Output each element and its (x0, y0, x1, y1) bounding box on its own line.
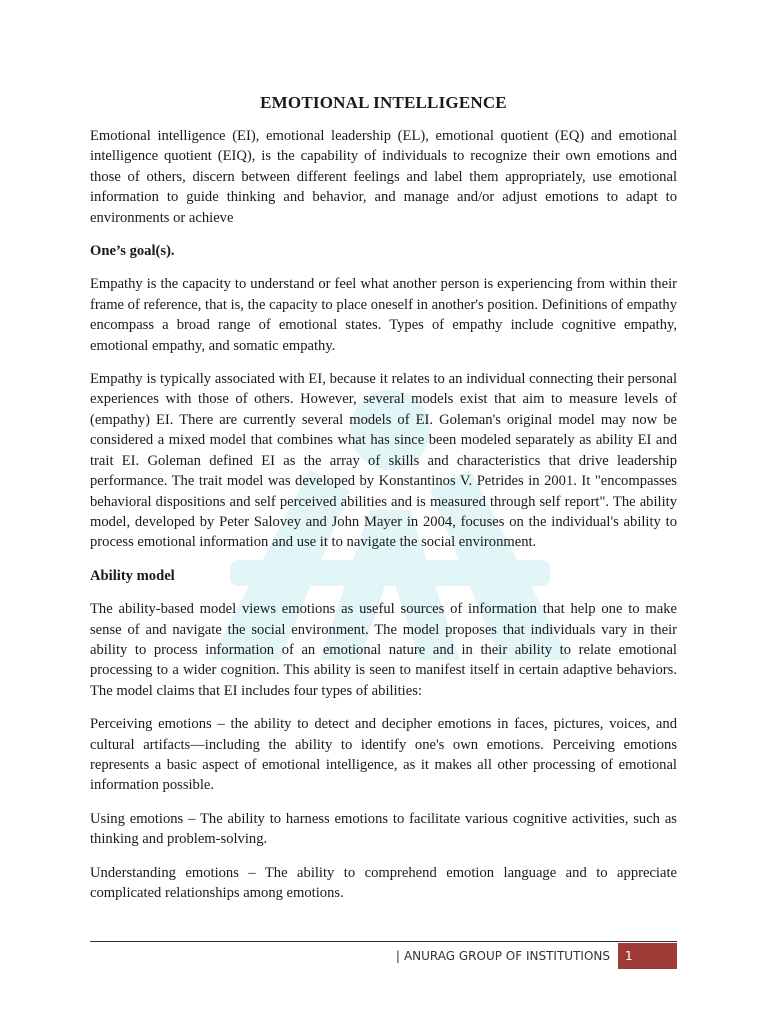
section-heading-goals: One’s goal(s). (90, 243, 175, 260)
footer-institution: ANURAG GROUP OF INSTITUTIONS (403, 949, 610, 963)
document-title: EMOTIONAL INTELLIGENCE (260, 93, 507, 112)
section-heading-ability-model: Ability model (90, 567, 175, 584)
footer-separator: | (395, 949, 400, 963)
paragraph-ability-model: The ability-based model views emotions as useful sources of information that help one to make sense of and navigate the social environment. The model proposes that individuals vary in their ability to process information of an emotional nature and in their ability to relate emotional processing to a wider cognition. This ability is seen to manifest itself in certain adaptive behaviors. The model claims that EI includes four types of abilities: (90, 601, 677, 699)
page-footer (90, 943, 677, 969)
page-number-badge: 1 (618, 943, 677, 969)
paragraph-using-emotions: Using emotions – The ability to harness emotions to facilitate various cognitive activities, such as thinking and problem-solving. (90, 810, 677, 848)
paragraph-understanding-emotions: Understanding emotions – The ability to comprehend emotion language and to appreciate complicated relationships among emotions. (90, 864, 677, 901)
document-page (90, 92, 677, 916)
paragraph-empathy-definition: Empathy is the capacity to understand or feel what another person is experiencing from within their frame of reference, that is, the capacity to place oneself in another's position. Definitions of empathy encompass a broad range of emotional states. Types of empathy include cognitive empathy, emotional empathy, and somatic empathy. (90, 276, 677, 354)
paragraph-perceiving-emotions: Perceiving emotions – the ability to detect and decipher emotions in faces, pictures, voices, and cultural artifacts—including the ability to identify one's own emotions. Perceiving emotions represents a basic aspect of emotional intelligence, as it makes all other processing of emotional information possible. (90, 716, 677, 794)
footer-divider (90, 941, 677, 942)
paragraph-ei-models: Empathy is typically associated with EI, because it relates to an individual connecting their personal experiences with those of others. However, several models exist that aim to measure levels of (empathy) EI. There are currently several models of EI. Goleman's original model may now be considered a mixed model that combines what has since been modeled separately as ability EI and trait EI. Goleman defined EI as the array of skills and characteristics that drive leadership performance. The trait model was developed by Konstantinos V. Petrides in 2001. It "encompasses behavioral dispositions and self perceived abilities and is measured through self report". The ability model, developed by Peter Salovey and John Mayer in 2004, focuses on the individual's ability to process emotional information and use it to navigate the social environment. (90, 371, 677, 551)
footer-label (396, 949, 618, 963)
paragraph-ei-definition: Emotional intelligence (EI), emotional leadership (EL), emotional quotient (EQ) and emotional intelligence quotient (EIQ), is the capability of individuals to recognize their own emotions and those of others, discern between different feelings and label them appropriately, use emotional information to guide thinking and behavior, and manage and/or adjust emotions to adapt to environments or achieve (90, 128, 677, 226)
